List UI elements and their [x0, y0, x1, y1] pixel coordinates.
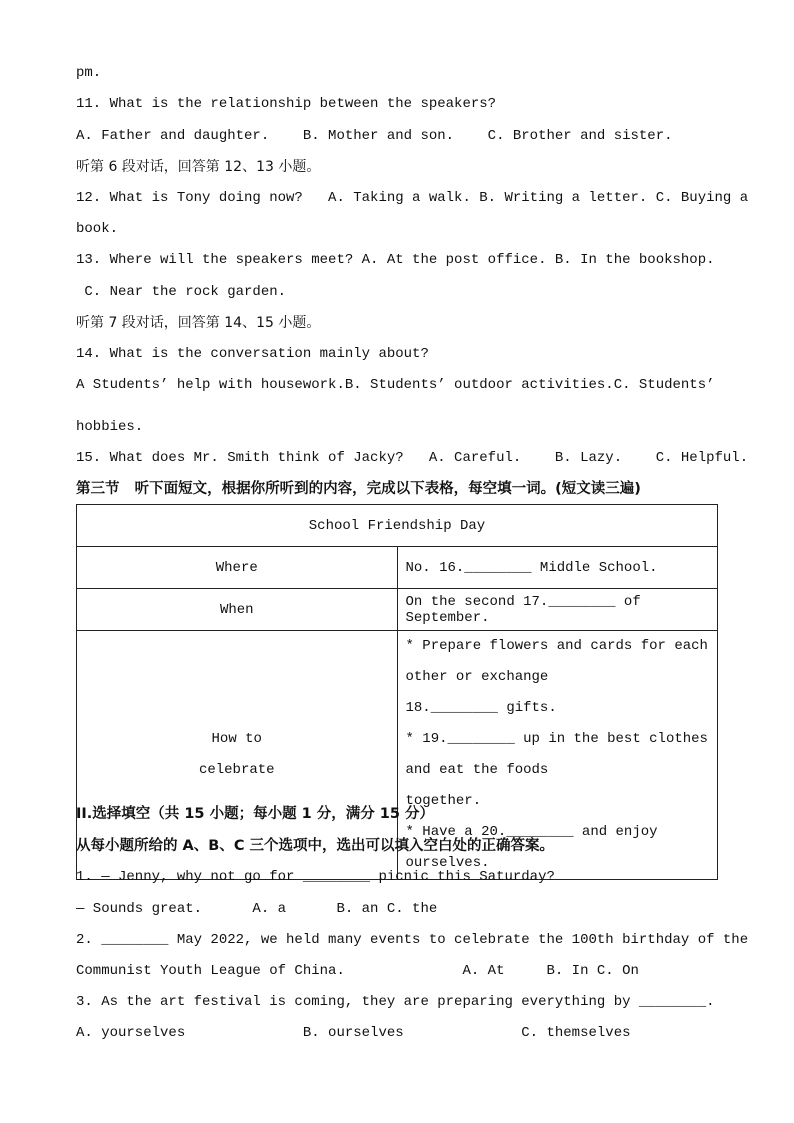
question-14: 14. What is the conversation mainly about? [76, 346, 429, 362]
mc-question-2: 2. ________ May 2022, we held many events to celebrate the 100th birthday of the [76, 932, 749, 948]
question-15: 15. What does Mr. Smith think of Jacky? A. Careful. B. Lazy. C. Helpful. [76, 450, 749, 466]
where-value: No. 16.________ Middle School. [397, 547, 718, 589]
question-13-cont: C. Near the rock garden. [76, 284, 287, 300]
question-12: 12. What is Tony doing now? A. Taking a walk. B. Writing a letter. C. Buying a [76, 190, 749, 206]
how-line-4: together. [405, 793, 482, 809]
part-2-heading: II.选择填空（共 15 小题；每小题 1 分，满分 15 分） [76, 806, 435, 822]
mc-question-1: 1. — Jenny, why not go for ________ picnic this Saturday? [76, 869, 555, 885]
question-12-cont: book. [76, 221, 119, 237]
how-line-2: 18.________ gifts. [405, 700, 557, 716]
how-line-3: * 19.________ up in the best clothes and eat the foods [405, 731, 708, 778]
how-label-line-2: celebrate [198, 762, 275, 778]
table-title: School Friendship Day [77, 505, 718, 547]
mc-question-2-cont: Communist Youth League of China. A. At B. In C. On [76, 963, 639, 979]
section-3-heading: 第三节 听下面短文，根据你所听到的内容，完成以下表格，每空填一词。(短文读三遍) [76, 481, 641, 497]
where-label: Where [77, 547, 398, 589]
question-14-options: A Students’ help with housework.B. Students’ outdoor activities.C. Students’ [76, 377, 715, 393]
when-label: When [77, 589, 398, 631]
mc-question-3: 3. As the art festival is coming, they are preparing everything by ________. [76, 994, 715, 1010]
question-11-options: A. Father and daughter. B. Mother and son. C. Brother and sister. [76, 128, 673, 144]
part-2-instruction: 从每小题所给的 A、B、C 三个选项中，选出可以填入空白处的正确答案。 [76, 838, 555, 854]
how-line-5: * Have a 20.________ and enjoy ourselves. [405, 824, 658, 871]
mc-question-1-options: — Sounds great. A. a B. an C. the [76, 901, 438, 917]
section-instruction-6: 听第 6 段对话，回答第 12、13 小题。 [76, 159, 321, 175]
text-line: pm. [76, 65, 102, 81]
question-13: 13. Where will the speakers meet? A. At the post office. B. In the bookshop. [76, 252, 715, 268]
when-value: On the second 17.________ of September. [397, 589, 718, 631]
how-line-1: * Prepare flowers and cards for each other or exchange [405, 638, 708, 685]
question-14-cont: hobbies. [76, 419, 144, 435]
section-instruction-7: 听第 7 段对话，回答第 14、15 小题。 [76, 315, 321, 331]
how-label-line-1: How to [211, 731, 262, 747]
mc-question-3-options: A. yourselves B. ourselves C. themselves [76, 1025, 631, 1041]
question-11: 11. What is the relationship between the speakers? [76, 96, 497, 112]
